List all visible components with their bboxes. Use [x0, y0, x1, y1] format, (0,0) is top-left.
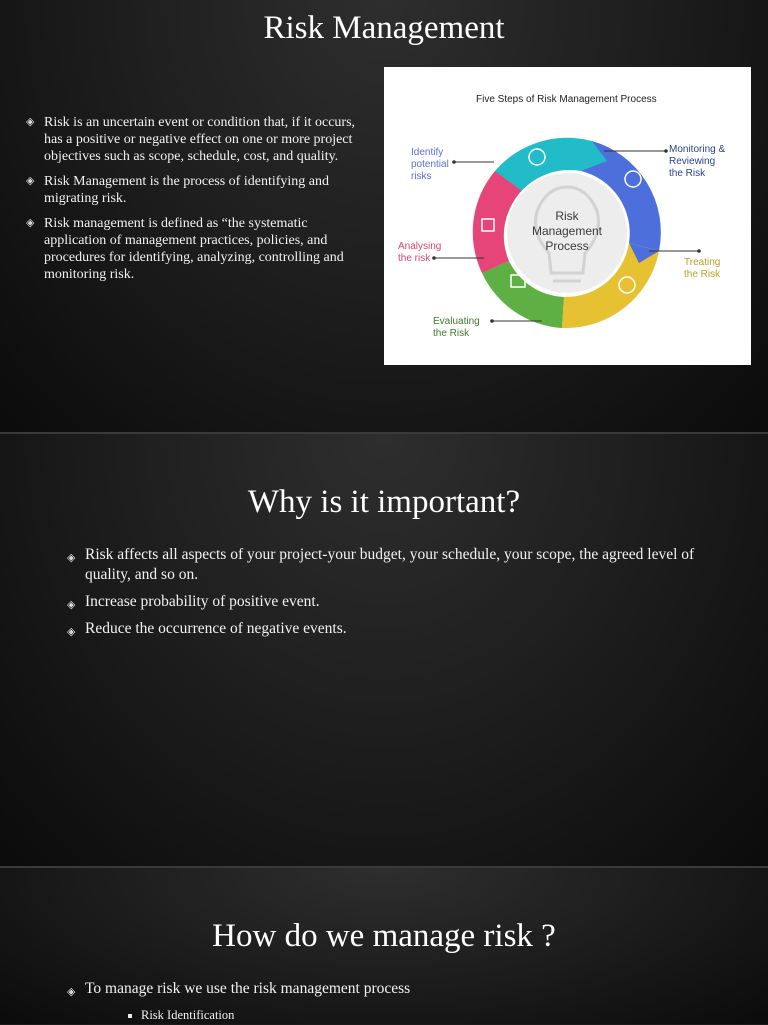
diamond-bullet-icon: ◈: [67, 626, 76, 638]
bullet-item: ◈ Risk is an uncertain event or condition that, if it occurs, has a positive or negative effect on one or more project objectives such as scope, schedule, cost, and quality.: [26, 115, 356, 164]
bullet-item: ◈ Risk Management is the process of identifying and migrating risk.: [26, 174, 329, 206]
step-label-identify: Identify potential risks: [411, 147, 449, 182]
diamond-bullet-icon: ◈: [26, 116, 35, 128]
slide-title: How do we manage risk ?: [212, 918, 556, 954]
diamond-bullet-icon: ◈: [67, 986, 76, 998]
bullet-list: [67, 979, 707, 1025]
diagram-title: Five Steps of Risk Management Process: [476, 94, 657, 105]
diamond-bullet-icon: ◈: [67, 552, 76, 564]
step-label-monitoring: Monitoring & Reviewing the Risk: [669, 144, 726, 179]
step-label-treating: Treating the Risk: [684, 257, 721, 280]
sub-bullet-list: [128, 1005, 707, 1025]
slide-why-important: [0, 434, 768, 866]
slide-title: Why is it important?: [247, 484, 521, 520]
bullet-item: ◈ Risk management is defined as “the systematic application of management practices, policies, and procedures for identifying, analyzing, controlling and monitoring risk.: [26, 216, 344, 282]
sub-bullet-item: Risk Identification: [128, 1005, 707, 1025]
bullet-item: ◈ Reduce the occurrence of negative events.: [67, 619, 707, 639]
square-bullet-icon: [128, 1014, 132, 1018]
bullet-item: ◈ Increase probability of positive event.: [67, 592, 707, 612]
center-label: Risk Management Process: [531, 209, 603, 253]
bullet-list: [67, 545, 707, 646]
bullet-item: ◈ To manage risk we use the risk management process Risk Identification: [67, 979, 707, 1025]
diamond-bullet-icon: ◈: [67, 599, 76, 611]
diamond-bullet-icon: ◈: [26, 217, 35, 229]
risk-process-diagram: [384, 67, 751, 365]
bullet-list: [26, 114, 371, 291]
diamond-bullet-icon: ◈: [26, 175, 35, 187]
bullet-item: ◈ Risk affects all aspects of your project-your budget, your schedule, your scope, the agreed level of quality, and so on.: [67, 546, 695, 583]
slide-title: Risk Management: [263, 10, 505, 46]
step-label-evaluating: Evaluating the Risk: [433, 316, 480, 339]
step-label-analysing: Analysing the risk: [398, 241, 442, 264]
